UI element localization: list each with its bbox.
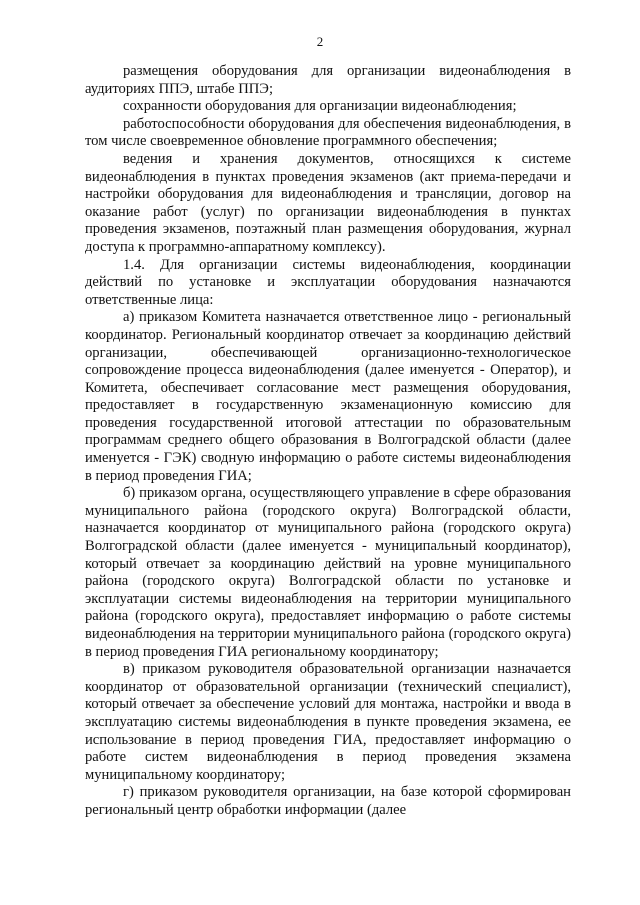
paragraph-document-keeping: ведения и хранения документов, относящихся к системе видеонаблюдения в пунктах проведения экзаменов (акт приема-передачи и настройки оборудования для видеонаблюдения и трансляции, договор на оказание работ (услуг) по организации видеонаблюдения в пунктах проведения экзаменов, поэтажный план размещения оборудования, журнал доступа к программно-аппаратному комплексу). <box>85 150 571 255</box>
paragraph-item-b-municipal-coordinator: б) приказом органа, осуществляющего управление в сфере образования муниципального района (городского округа) Волгоградской области, назначается координатор от муниципального района (городского округа) Волгоградской области (далее именуется - муниципальный координатор), который отвечает за координацию действий на уровне муниципального района (городского округа) Волгоградской области по установке и эксплуатации системы видеонаблюдения на территории муниципального района (городского округа), предоставляет информацию о работе системы видеонаблюдения на территории муниципального района (городского округа) в период проведения ГИА региональному координатору; <box>85 485 571 660</box>
paragraph-equipment-placement: размещения оборудования для организации видеонаблюдения в аудиториях ППЭ, штабе ППЭ; <box>85 63 571 97</box>
paragraph-item-v-school-coordinator: в) приказом руководителя образовательной организации назначается координатор от образовательной организации (технический специалист), который отвечает за обеспечение условий для монтажа, настройки и ввода в эксплуатацию системы видеонаблюдения в пункте проведения экзамена, ее использование в период проведения ГИА, предоставляет информацию о работе систем видеонаблюдения в период проведения экзамена муниципальному координатору; <box>85 661 571 783</box>
page-number: 2 <box>316 34 324 49</box>
paragraph-section-1-4: 1.4. Для организации системы видеонаблюдения, координации действий по установке и эксплуатации оборудования назначаются ответственные лица: <box>85 256 571 308</box>
document-body <box>85 63 571 820</box>
paragraph-equipment-operability: работоспособности оборудования для обеспечения видеонаблюдения, в том числе своевременное обновление программного обеспечения; <box>85 115 571 150</box>
paragraph-item-g-processing-center: г) приказом руководителя организации, на базе которой сформирован региональный центр обработки информации (далее <box>85 784 571 818</box>
paragraph-item-a-regional-coordinator: а) приказом Комитета назначается ответственное лицо - региональный координатор. Региональный координатор отвечает за координацию действий организации, обеспечивающей организационно-технологическое сопровождение процесса видеонаблюдения (далее именуется - Оператор), и Комитета, обеспечивает согласование мест размещения оборудования, предоставляет в государственную экзаменационную комиссию для проведения государственной итоговой аттестации по образовательным программам среднего общего образования в Волгоградской области (далее именуется - ГЭК) сводную информацию о работе системы видеонаблюдения в период проведения ГИА; <box>85 309 571 484</box>
paragraph-equipment-safety: сохранности оборудования для организации видеонаблюдения; <box>123 98 517 115</box>
